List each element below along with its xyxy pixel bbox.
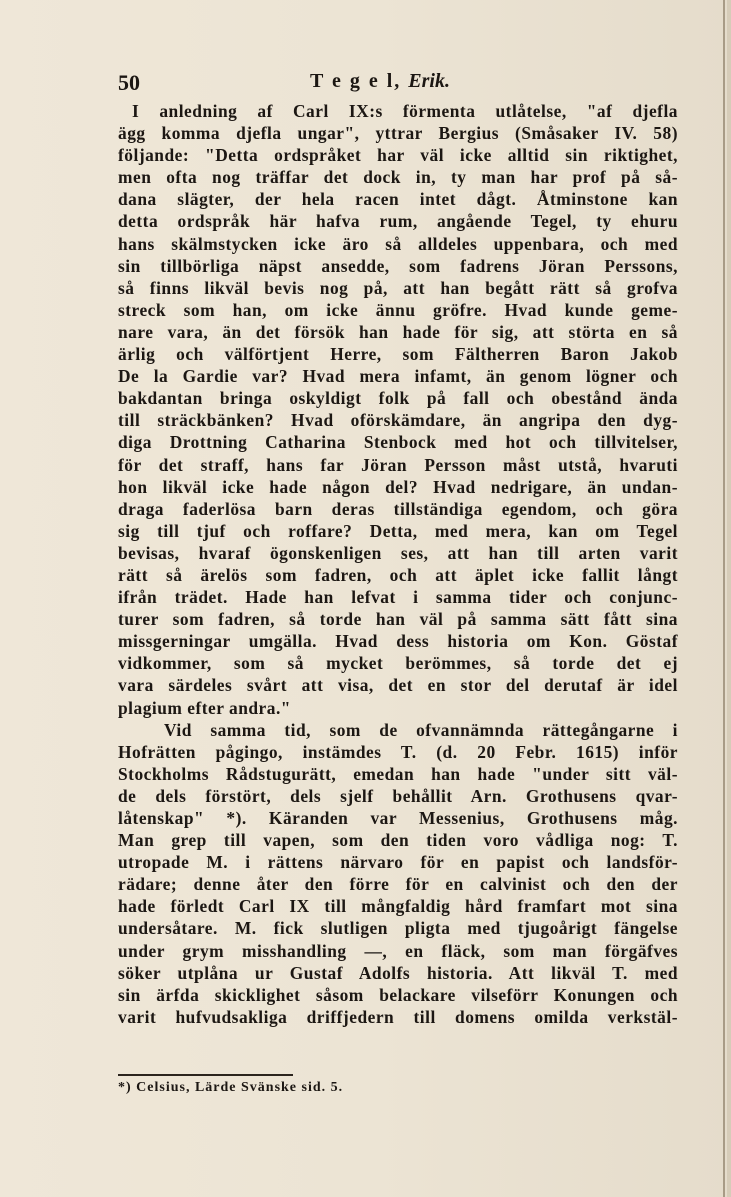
- footnote: *) Celsius, Lärde Svänske sid. 5.: [118, 1080, 344, 1095]
- text-line: draga faderlösa barn deras tillständiga egendom, och göra: [118, 498, 678, 519]
- text-line: diga Drottning Catharina Stenbock med hot och tillvitelser,: [118, 432, 678, 453]
- text-line: utropade M. i rättens närvaro för en papist och landsför-: [118, 852, 678, 873]
- text-line: De la Gardie var? Hvad mera infamt, än genom lögner och: [118, 366, 678, 387]
- text-line: rädare; denne åter den förre för en calvinist och den der: [118, 874, 678, 895]
- running-name: Erik.: [408, 70, 450, 92]
- page-header: [118, 70, 678, 100]
- text-line: under grym misshandling —, en fläck, som man förgäfves: [118, 940, 678, 961]
- text-line: låtenskap" *). Käranden var Messenius, Grothusens måg.: [118, 808, 678, 828]
- text-line: men ofta nog träffar det dock in, ty man har prof på så-: [118, 167, 678, 188]
- text-line: ifrån trädet. Hade han lefvat i samma tider och conjunc-: [118, 587, 678, 608]
- text-line: Vid samma tid, som de ofvannämnda rättegångarne i: [164, 719, 678, 740]
- text-line: nare vara, än det försök han hade för sig, att störta en så: [118, 321, 678, 342]
- text-line: för det straff, hans far Jöran Persson måst utstå, hvaruti: [118, 454, 678, 475]
- text-line: så finns likväl bevis nog på, att han begått rätt så grofva: [118, 277, 678, 298]
- text-line: vara särdeles svårt att visa, det en stor del derutaf är idel: [118, 675, 678, 696]
- text-line: hans skälmstycken icke äro så alldeles uppenbara, och med: [118, 233, 678, 254]
- text-line: följande: "Detta ordspråket har väl icke alltid sin riktighet,: [118, 145, 678, 166]
- text-line: turer som fadren, så torde han väl på samma sätt fått sina: [118, 609, 678, 630]
- text-line: Stockholms Rådstugurätt, emedan han hade "under sitt väl-: [118, 763, 678, 784]
- text-line: ärlig och välförtjent Herre, som Fältherren Baron Jakob: [118, 344, 678, 365]
- body-text: [118, 100, 678, 1028]
- running-title: T e g e l,: [310, 70, 402, 92]
- text-line: de dels förstört, dels sjelf behållit Arn. Grothusens qvar-: [118, 785, 678, 806]
- text-line: missgerningar umgälla. Hvad dess historia om Kon. Göstaf: [118, 631, 678, 652]
- page-edge: [727, 0, 731, 1197]
- text-line: rätt så ärelös som fadren, och att äplet icke fallit långt: [118, 564, 678, 585]
- text-line: till sträckbänken? Hvad oförskämdare, än angripa den dyg-: [118, 410, 678, 431]
- text-line: sin ärfda skicklighet såsom belackare vilseförr Konungen och: [118, 984, 678, 1005]
- text-line: detta ordspråk här hafva rum, angående Tegel, ty ehuru: [118, 211, 678, 232]
- footnote-rule: [118, 1074, 293, 1076]
- text-line: hade förledt Carl IX till mångfaldig hård framfart mot sina: [118, 896, 678, 917]
- text-line: varit hufvudsakliga driffjedern till domens omilda verkstäl-: [118, 1006, 678, 1027]
- text-line: ägg komma djefla ungar", yttrar Bergius (Småsaker IV. 58): [118, 123, 678, 144]
- text-line: streck som han, om icke ännu gröfre. Hvad kunde geme-: [118, 299, 678, 320]
- text-line: Hofrätten pågingo, instämdes T. (d. 20 Febr. 1615) inför: [118, 741, 678, 762]
- text-line: hon likväl icke hade någon del? Hvad nedrigare, än undan-: [118, 476, 678, 497]
- text-line: bakdantan bringa oskyldigt folk på fall och obestånd ända: [118, 388, 678, 409]
- text-line: undersåtare. M. fick slutligen pligta med tjugoårigt fängelse: [118, 918, 678, 939]
- page-edge-line: [723, 0, 725, 1197]
- text-line: söker utplåna ur Gustaf Adolfs historia. Att likväl T. med: [118, 962, 678, 983]
- text-line: bevisas, hvaraf ögonskenligen ses, att han till arten varit: [118, 542, 678, 563]
- text-line: sig till tjuf och roffare? Detta, med mera, kan om Tegel: [118, 520, 678, 541]
- text-line: vidkommer, som så mycket berömmes, så torde det ej: [118, 653, 678, 674]
- text-line: Man grep till vapen, som den tiden voro vådliga nog: T.: [118, 830, 678, 851]
- text-line: sin tillbörliga näpst ansedde, som fadrens Jöran Perssons,: [118, 255, 678, 276]
- page-number: 50: [118, 70, 140, 95]
- running-head: [310, 70, 450, 93]
- text-line: I anledning af Carl IX:s förmenta utlåtelse, "af djefla: [132, 101, 678, 121]
- text-line: plagium efter andra.": [118, 697, 291, 718]
- text-line: dana slägter, der hela racen intet dågt. Åtminstone kan: [118, 189, 678, 210]
